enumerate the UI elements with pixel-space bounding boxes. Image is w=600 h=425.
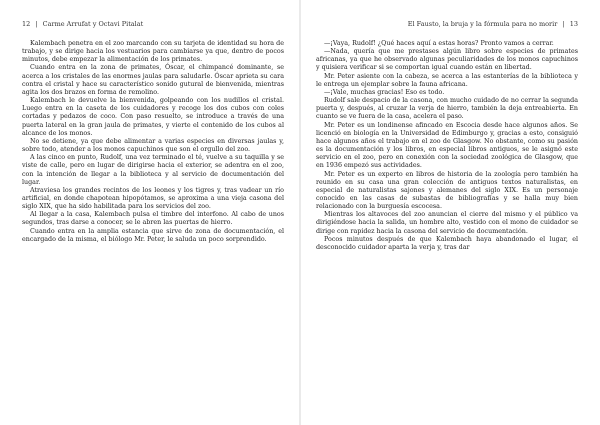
right-page-number: 13 [569, 20, 578, 28]
right-running-head [316, 20, 578, 28]
paragraph: Cuando entra en la zona de primates, Óscar, el chimpancé dominante, se acerca a los cristales de las enormes jaulas para saludarle. Óscar aprieta su cara contra el cristal y hace su característico sonido gutural de bienvenida, mientras agita los dos brazos en forma de remolino. [22, 64, 284, 96]
left-page [22, 20, 284, 244]
paragraph: A las cinco en punto, Rudolf, una vez terminado el té, vuelve a su taquilla y se viste de calle, pero en lugar de dirigirse hacia el exterior, se adentra en el zoo, con la intención de llegar a la biblioteca y al servicio de documentación del lugar. [22, 154, 284, 186]
paragraph: —¡Vaya, Rudolf! ¿Qué haces aquí a estas horas? Pronto vamos a cerrar. [324, 40, 554, 47]
left-body-text [22, 40, 284, 244]
left-running-head [22, 20, 284, 28]
paragraph: No se detiene, ya que debe alimentar a varias especies en diversas jaulas y, sobre todo, atender a los monos capuchinos que son el orgullo del zoo. [22, 137, 284, 154]
left-page-number: 12 [22, 20, 31, 28]
paragraph: —Nada, quería que me prestases algún libro sobre especies de primates africanas, ya que he observado algunas peculiaridades de los monos capuchinos y quisiera verificar si se comportan igual cuando están en libertad. [316, 48, 578, 72]
paragraph: Cuando entra en la amplia estancia que sirve de zona de documentación, el encargado de la misma, el biólogo Mr. Peter, le saluda un poco sorprendido. [22, 227, 284, 243]
left-header-separator: | [35, 20, 38, 28]
paragraph: Mr. Peter es un experto en libros de historia de la zoología pero también ha reunido en su casa una gran colección de antiguos textos naturalistas, en especial de naturalistas sajones y alemanes del siglo XIX. Es un personaje conocido en las casas de subastas de bibliografías y se halla muy bien relacionado con la burguesía escocesa. [316, 170, 578, 211]
right-page [316, 20, 578, 252]
paragraph: Mr. Peter asiente con la cabeza, se acerca a las estanterías de la biblioteca y le entrega un ejemplar sobre la fauna africana. [316, 72, 578, 88]
right-header-separator: | [562, 20, 565, 28]
paragraph: Kalembach penetra en el zoo marcando con su tarjeta de identidad su hora de trabajo, y se dirige hacia los vestuarios para cambiarse ya que, dentro de pocos minutos, debe empezar la alimentación de los primates. [22, 40, 284, 64]
paragraph: Atraviesa los grandes recintos de los leones y los tigres y, tras vadear un río artificial, en donde chapotean hipopótamos, se aproxima a una vieja casona del siglo XIX, que ha sido habilitada para los servicios del zoo. [22, 186, 284, 211]
paragraph: Pocos minutos después de que Kalembach haya abandonado el lugar, el desconocido cuidador aparta la verja y, tras dar [316, 235, 578, 251]
left-header-author: Carme Arrufat y Octavi Pitalat [42, 20, 144, 28]
paragraph: Al llegar a la casa, Kalembach pulsa el timbre del interfono. Al cabo de unos segundos, tras darse a conocer, se le abren las puertas de hierro. [22, 211, 284, 227]
paragraph: Kalembach le devuelve la bienvenida, golpeando con los nudillos el cristal. Luego entra en la caseta de los cuidadores y recoge los dos cubos con coles cortadas y pedazos de coco. Con paso resuelto, se introduce a través de una puerta lateral en la gran jaula de primates, y vierte el contenido de los cubos al alcance de los monos. [22, 97, 284, 137]
paragraph: Mientras los altavoces del zoo anuncian el cierre del mismo y el público va dirigiéndose hacia la salida, un hombre alto, vestido con el mono de cuidador se dirige con rapidez hacia la casona del servicio de documentación. [316, 211, 578, 235]
right-header-title: El Fausto, la bruja y la fórmula para no morir [407, 20, 558, 28]
book-gutter [299, 0, 301, 425]
right-body-text [316, 40, 578, 252]
paragraph: Rudolf sale despacio de la casona, con mucho cuidado de no cerrar la segunda puerta y, después, al cruzar la verja de hierro, también la deja entreabierta. En cuanto se ve fuera de la casa, acelera el paso. [316, 97, 578, 121]
paragraph: Mr. Peter es un londinense afincado en Escocia desde hace algunos años. Se licenció en biología en la Universidad de Edimburgo y, gracias a esto, consiguió hace algunos años el trabajo en el zoo de Glasgow. No obstante, como su pasión es la documentación y los libros, en especial libros antiguos, se le asignó este servicio en el zoo, pero en conexión con la sociedad zoológica de Glasgow, que en 1936 empezó sus actividades. [316, 121, 578, 170]
paragraph: —¡Vale, muchas gracias! Eso es todo. [324, 88, 445, 96]
